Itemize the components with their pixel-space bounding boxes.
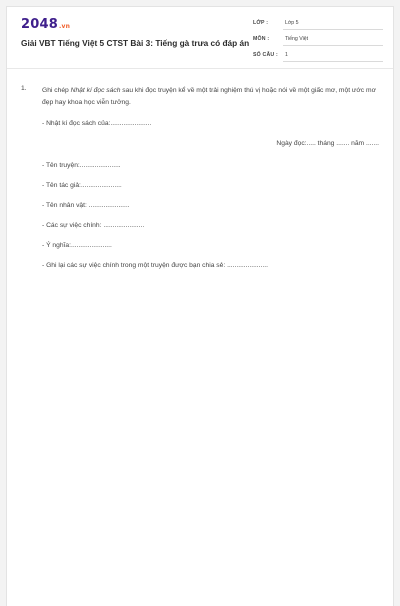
logo-text: 2048 (21, 17, 58, 32)
list-item: - Ý nghĩa:...................... (42, 242, 112, 249)
list-item: - Tên nhân vật: ...................... (42, 202, 130, 209)
meta-subject-label: MÔN : (253, 36, 270, 42)
answer-items (42, 119, 381, 281)
list-item: - Ghi lại các sự việc chính trong một truyện được bạn chia sẻ: ...................... (42, 262, 268, 269)
meta-subject-value: Tiếng Việt (283, 34, 383, 46)
logo-tld: .vn (58, 23, 71, 30)
meta-box (253, 16, 383, 64)
question-number: 1. (21, 85, 27, 92)
meta-class-row (253, 16, 383, 32)
page-title: Giải VBT Tiếng Việt 5 CTST Bài 3: Tiếng gà trưa có đáp án (21, 38, 250, 48)
question-text-end: sau khi đọc truyện kể về một trải nghiệm thú vị hoặc nói về một giấc mơ, một ước mơ đẹp hay khoa học viễn tưởng. (42, 87, 376, 106)
site-logo[interactable] (21, 17, 70, 32)
page-header (7, 7, 393, 69)
document-page (6, 6, 394, 606)
meta-count-row (253, 48, 383, 64)
meta-class-value: Lớp 5 (283, 18, 383, 30)
list-item: - Nhật kí đọc sách của:...................... (42, 120, 152, 127)
question-text-start: Ghi chép (42, 87, 71, 94)
question-text-italic: Nhật kí đọc sách (70, 87, 121, 94)
meta-class-label: LỚP : (253, 20, 269, 26)
meta-count-label: SỐ CÂU : (253, 52, 278, 58)
question-text (42, 85, 381, 109)
list-item: - Tên tác giả:...................... (42, 182, 122, 189)
meta-subject-row (253, 32, 383, 48)
reading-date-line: Ngày đọc:..... tháng ....... năm ....... (276, 140, 379, 147)
meta-count-value: 1 (283, 50, 383, 62)
list-item: - Các sự việc chính: ...................... (42, 222, 145, 229)
list-item: - Tên truyện:...................... (42, 162, 121, 169)
